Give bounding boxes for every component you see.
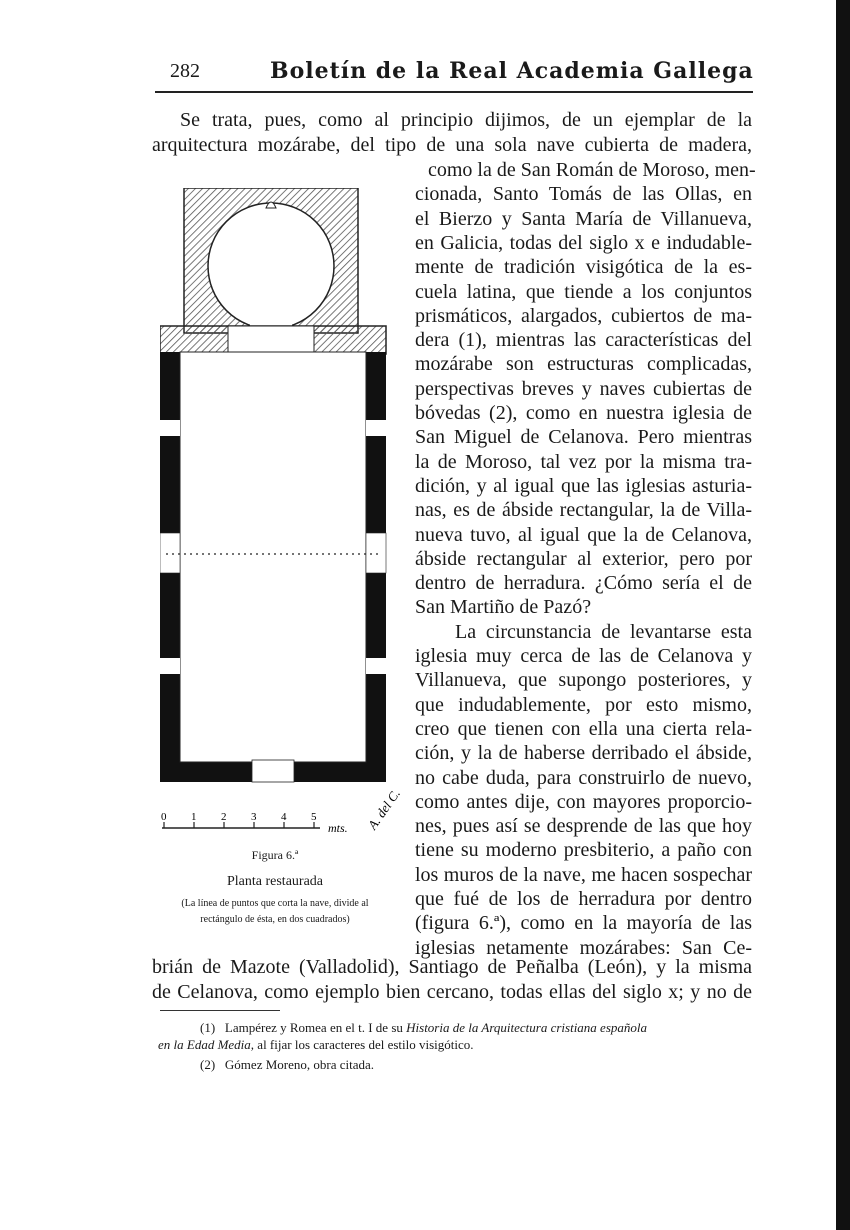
paragraph-line: nueva tuvo, al igual que la de Celanova, (415, 523, 752, 546)
footnote-rule (160, 1010, 280, 1011)
scale-tick-label: 5 (311, 811, 317, 823)
footnote-text: Gómez Moreno, obra citada. (224, 1057, 375, 1072)
paragraph-line: iglesias netamente mozárabes: San Ce- (415, 936, 752, 959)
paragraph-line: que fué de los de herradura por dentro (415, 888, 752, 910)
paragraph-line: brián de Mazote (Valladolid), Santiago de Peñalba (León), y la misma (152, 956, 752, 978)
paragraph-line: cuela latina, que tiende a los conjuntos (415, 280, 752, 303)
footnote-book-title: Historia de la Arquitectura cristiana española (406, 1020, 647, 1035)
footnote-book-title-cont: en la Edad Media, (158, 1037, 255, 1052)
paragraph-line: no cabe duda, para construirlo de nuevo, (415, 766, 752, 789)
scale-tick-label: 4 (281, 811, 287, 823)
paragraph-line: los muros de la nave, me hacen sospechar (415, 863, 752, 886)
scale-tick-label: 2 (221, 811, 227, 823)
paragraph-line: Se trata, pues, como al principio dijimos, de un ejemplar de la (180, 109, 752, 131)
paragraph-line: como la de San Román de Moroso, men- (428, 159, 756, 181)
paragraph-line: La circunstancia de levantarse esta (455, 620, 752, 643)
paragraph-line: cionada, Santo Tomás de las Ollas, en (415, 183, 752, 206)
scale-bar-drawing (160, 790, 410, 840)
paragraph-line: que indudablemente, por esto mismo, (415, 693, 752, 716)
figure-note (150, 896, 400, 928)
paragraph-line: nes, pues así se desprende de las que hoy (415, 815, 752, 838)
paragraph-line: San Miguel de Celanova. Pero mientras (415, 426, 752, 449)
footnote-2 (200, 1055, 374, 1075)
paragraph-line: San Martiño de Pazó? (415, 596, 592, 619)
figure-title: Planta restaurada (226, 874, 323, 889)
floor-plan-figure (160, 188, 390, 788)
paragraph-line: (figura 6.ª), como en la mayoría de las (415, 912, 752, 935)
footnote-mark: (1) (200, 1020, 216, 1035)
paragraph-line: nas, es de ábside rectangular, la de Villa- (415, 499, 752, 522)
footnote-mark: (2) (200, 1057, 216, 1072)
paragraph-line: de Celanova, como ejemplo bien cercano, todas ellas del siglo x; y no de (152, 981, 752, 1003)
running-header-title: Boletín de la Real Academia Gallega (270, 58, 754, 84)
figure-note-line: rectángulo de ésta, en dos cuadrados) (200, 914, 350, 925)
scale-bar (160, 790, 410, 845)
paragraph-line: la de Moroso, tal vez por la misma tra- (415, 450, 752, 473)
paragraph-line: dera (1), mientras las características del (415, 329, 752, 352)
paragraph-line: mente de tradición visigótica de la es- (415, 256, 752, 279)
paragraph-line: mozárabe son estructuras complicadas, (415, 353, 752, 376)
artist-signature: A. del C. (364, 790, 404, 833)
scale-tick-label: 0 (161, 811, 167, 823)
paragraph-line: dición, y al igual que las iglesias asturia- (415, 474, 752, 497)
page-edge-shadow (836, 0, 850, 1230)
paragraph-line: como antes dije, con mayores proporcio- (415, 790, 752, 813)
paragraph-line: ábside rectangular al exterior, pero por (415, 547, 752, 570)
scale-tick-label: 3 (251, 811, 257, 823)
header-rule (155, 91, 753, 93)
paragraph-line: en Galicia, todas del siglo x e indudable- (415, 231, 752, 254)
figure-number: Figura 6.ª (251, 848, 299, 862)
paragraph-line: bóvedas (2), como en nuestra iglesia de (415, 402, 752, 424)
paragraph-line: ción, y la de haberse derribado el ábside, (415, 742, 752, 765)
footnote-text: al fijar los caracteres del estilo visigótico. (254, 1037, 474, 1052)
footnote-1-continuation (158, 1035, 474, 1055)
paragraph-line: iglesia muy cerca de las de Celanova y (415, 645, 752, 667)
paragraph-line: dentro de herradura. ¿Cómo sería el de (415, 572, 752, 595)
footnote-text: Lampérez y Romea en el t. I de su (224, 1020, 407, 1035)
paragraph-line: prismáticos, alargados, cubiertos de ma- (415, 304, 752, 327)
scale-unit-label: mts. (328, 821, 348, 835)
paragraph-line: Villanueva, que supongo posteriores, y (415, 669, 752, 692)
paragraph-line: creo que tienen con ella una cierta rela- (415, 717, 752, 740)
paragraph-line: el Bierzo y Santa María de Villanueva, (415, 207, 752, 230)
paragraph-line: arquitectura mozárabe, del tipo de una sola nave cubierta de madera, (152, 134, 752, 156)
scale-tick-label: 1 (191, 811, 197, 823)
paragraph-line: tiene su moderno presbiterio, a paño con (415, 839, 752, 862)
floor-plan-drawing (160, 188, 390, 783)
paragraph-line: perspectivas breves y naves cubiertas de (415, 377, 752, 400)
page-number: 282 (170, 60, 200, 82)
figure-note-line: (La línea de puntos que corta la nave, divide al (181, 898, 369, 909)
